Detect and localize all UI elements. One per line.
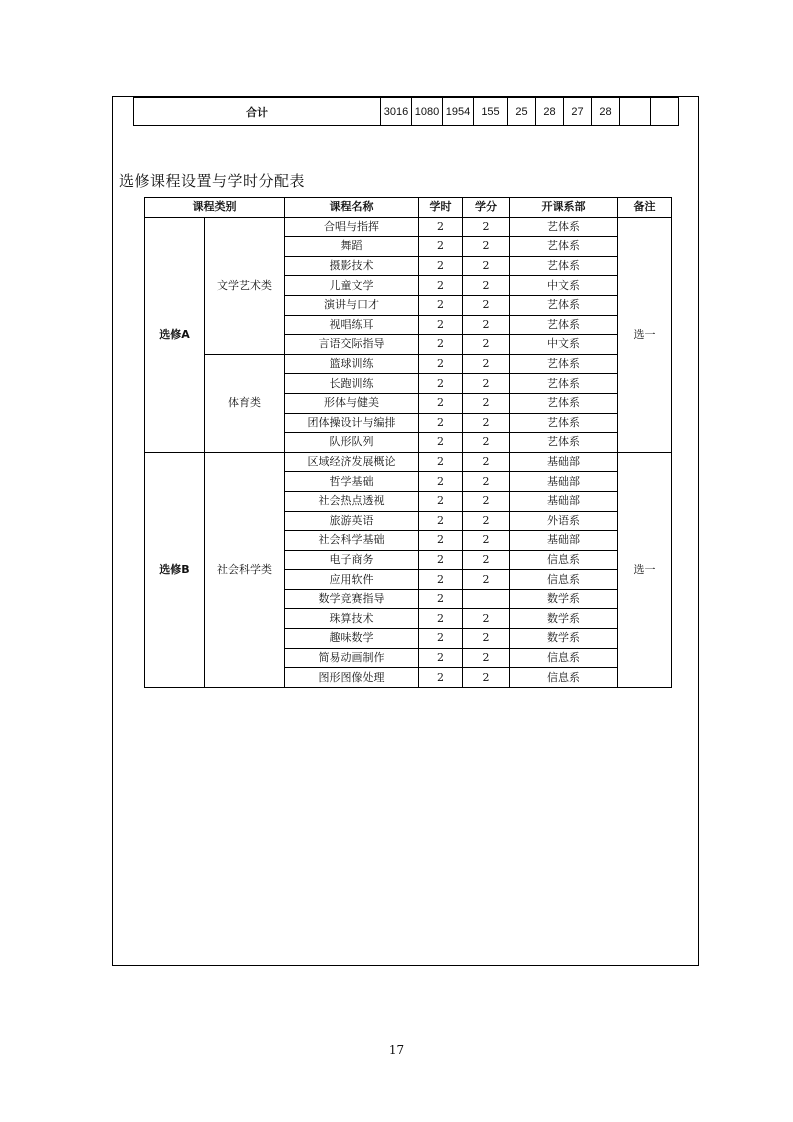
course-name: 趣味数学 xyxy=(285,629,419,649)
course-name: 队形队列 xyxy=(285,433,419,453)
course-hours: 2 xyxy=(419,668,463,688)
course-hours: 2 xyxy=(419,648,463,668)
course-credits: 2 xyxy=(463,217,510,237)
course-department: 艺体系 xyxy=(510,393,618,413)
course-credits: 2 xyxy=(463,648,510,668)
totals-cell: 25 xyxy=(508,98,536,126)
course-department: 艺体系 xyxy=(510,433,618,453)
course-hours: 2 xyxy=(419,629,463,649)
totals-cell: 155 xyxy=(474,98,508,126)
course-department: 艺体系 xyxy=(510,354,618,374)
course-department: 艺体系 xyxy=(510,237,618,257)
course-department: 中文系 xyxy=(510,276,618,296)
totals-label: 合计 xyxy=(134,98,381,126)
course-hours: 2 xyxy=(419,354,463,374)
header-note: 备注 xyxy=(618,198,672,218)
course-department: 信息系 xyxy=(510,550,618,570)
course-name: 摄影技术 xyxy=(285,256,419,276)
course-credits: 2 xyxy=(463,393,510,413)
course-credits: 2 xyxy=(463,374,510,394)
subgroup-label: 社会科学类 xyxy=(205,452,285,687)
course-credits: 2 xyxy=(463,491,510,511)
group-note: 选一 xyxy=(618,217,672,452)
table-row xyxy=(145,217,672,237)
table-row xyxy=(145,354,672,374)
course-name: 合唱与指挥 xyxy=(285,217,419,237)
course-name: 儿童文学 xyxy=(285,276,419,296)
course-department: 艺体系 xyxy=(510,217,618,237)
course-hours: 2 xyxy=(419,570,463,590)
course-credits: 2 xyxy=(463,472,510,492)
totals-cell xyxy=(620,98,651,126)
totals-cell: 1954 xyxy=(443,98,474,126)
subgroup-label: 文学艺术类 xyxy=(205,217,285,354)
course-hours: 2 xyxy=(419,413,463,433)
course-department: 数学系 xyxy=(510,609,618,629)
header-department: 开课系部 xyxy=(510,198,618,218)
course-department: 数学系 xyxy=(510,589,618,609)
totals-cell: 27 xyxy=(564,98,592,126)
course-credits: 2 xyxy=(463,315,510,335)
course-name: 言语交际指导 xyxy=(285,335,419,355)
course-credits: 2 xyxy=(463,550,510,570)
course-credits xyxy=(463,589,510,609)
course-credits: 2 xyxy=(463,354,510,374)
section-title: 选修课程设置与学时分配表 xyxy=(119,172,306,190)
totals-row xyxy=(134,98,679,126)
course-credits: 2 xyxy=(463,609,510,629)
course-name: 篮球训练 xyxy=(285,354,419,374)
header-hours: 学时 xyxy=(419,198,463,218)
course-department: 基础部 xyxy=(510,452,618,472)
totals-cell: 28 xyxy=(536,98,564,126)
course-department: 艺体系 xyxy=(510,295,618,315)
course-hours: 2 xyxy=(419,393,463,413)
course-name: 形体与健美 xyxy=(285,393,419,413)
course-hours: 2 xyxy=(419,374,463,394)
course-department: 信息系 xyxy=(510,648,618,668)
course-credits: 2 xyxy=(463,335,510,355)
course-department: 中文系 xyxy=(510,335,618,355)
course-name: 哲学基础 xyxy=(285,472,419,492)
course-name: 视唱练耳 xyxy=(285,315,419,335)
course-credits: 2 xyxy=(463,531,510,551)
header-course: 课程名称 xyxy=(285,198,419,218)
course-hours: 2 xyxy=(419,452,463,472)
course-hours: 2 xyxy=(419,472,463,492)
course-name: 电子商务 xyxy=(285,550,419,570)
header-credits: 学分 xyxy=(463,198,510,218)
totals-cell: 3016 xyxy=(381,98,412,126)
course-department: 外语系 xyxy=(510,511,618,531)
course-hours: 2 xyxy=(419,295,463,315)
course-department: 基础部 xyxy=(510,491,618,511)
course-department: 艺体系 xyxy=(510,315,618,335)
totals-cell: 28 xyxy=(592,98,620,126)
course-hours: 2 xyxy=(419,237,463,257)
course-credits: 2 xyxy=(463,413,510,433)
course-credits: 2 xyxy=(463,629,510,649)
course-credits: 2 xyxy=(463,276,510,296)
group-label: 选修A xyxy=(145,217,205,452)
course-name: 应用软件 xyxy=(285,570,419,590)
course-name: 图形图像处理 xyxy=(285,668,419,688)
course-hours: 2 xyxy=(419,315,463,335)
course-name: 舞蹈 xyxy=(285,237,419,257)
course-name: 旅游英语 xyxy=(285,511,419,531)
course-hours: 2 xyxy=(419,491,463,511)
course-hours: 2 xyxy=(419,550,463,570)
course-hours: 2 xyxy=(419,276,463,296)
course-credits: 2 xyxy=(463,570,510,590)
course-department: 基础部 xyxy=(510,472,618,492)
course-hours: 2 xyxy=(419,433,463,453)
course-name: 长跑训练 xyxy=(285,374,419,394)
group-label: 选修B xyxy=(145,452,205,687)
totals-table xyxy=(133,97,679,126)
course-credits: 2 xyxy=(463,433,510,453)
course-name: 区域经济发展概论 xyxy=(285,452,419,472)
table-header-row xyxy=(145,198,672,218)
course-hours: 2 xyxy=(419,256,463,276)
course-name: 演讲与口才 xyxy=(285,295,419,315)
course-department: 信息系 xyxy=(510,570,618,590)
course-department: 数学系 xyxy=(510,629,618,649)
elective-course-table xyxy=(144,197,672,688)
course-hours: 2 xyxy=(419,511,463,531)
course-credits: 2 xyxy=(463,452,510,472)
course-name: 数学竞赛指导 xyxy=(285,589,419,609)
course-hours: 2 xyxy=(419,217,463,237)
course-department: 信息系 xyxy=(510,668,618,688)
group-note: 选一 xyxy=(618,452,672,687)
subgroup-label: 体育类 xyxy=(205,354,285,452)
course-department: 基础部 xyxy=(510,531,618,551)
totals-cell: 1080 xyxy=(412,98,443,126)
course-credits: 2 xyxy=(463,668,510,688)
course-name: 团体操设计与编排 xyxy=(285,413,419,433)
course-hours: 2 xyxy=(419,531,463,551)
totals-cell xyxy=(651,98,679,126)
header-category: 课程类别 xyxy=(145,198,285,218)
course-department: 艺体系 xyxy=(510,413,618,433)
course-name: 简易动画制作 xyxy=(285,648,419,668)
course-credits: 2 xyxy=(463,295,510,315)
course-department: 艺体系 xyxy=(510,374,618,394)
course-credits: 2 xyxy=(463,256,510,276)
page-number: 17 xyxy=(388,1043,405,1057)
course-name: 珠算技术 xyxy=(285,609,419,629)
course-name: 社会热点透视 xyxy=(285,491,419,511)
course-hours: 2 xyxy=(419,609,463,629)
course-hours: 2 xyxy=(419,589,463,609)
course-credits: 2 xyxy=(463,237,510,257)
table-row xyxy=(145,452,672,472)
course-department: 艺体系 xyxy=(510,256,618,276)
course-name: 社会科学基础 xyxy=(285,531,419,551)
course-credits: 2 xyxy=(463,511,510,531)
course-hours: 2 xyxy=(419,335,463,355)
